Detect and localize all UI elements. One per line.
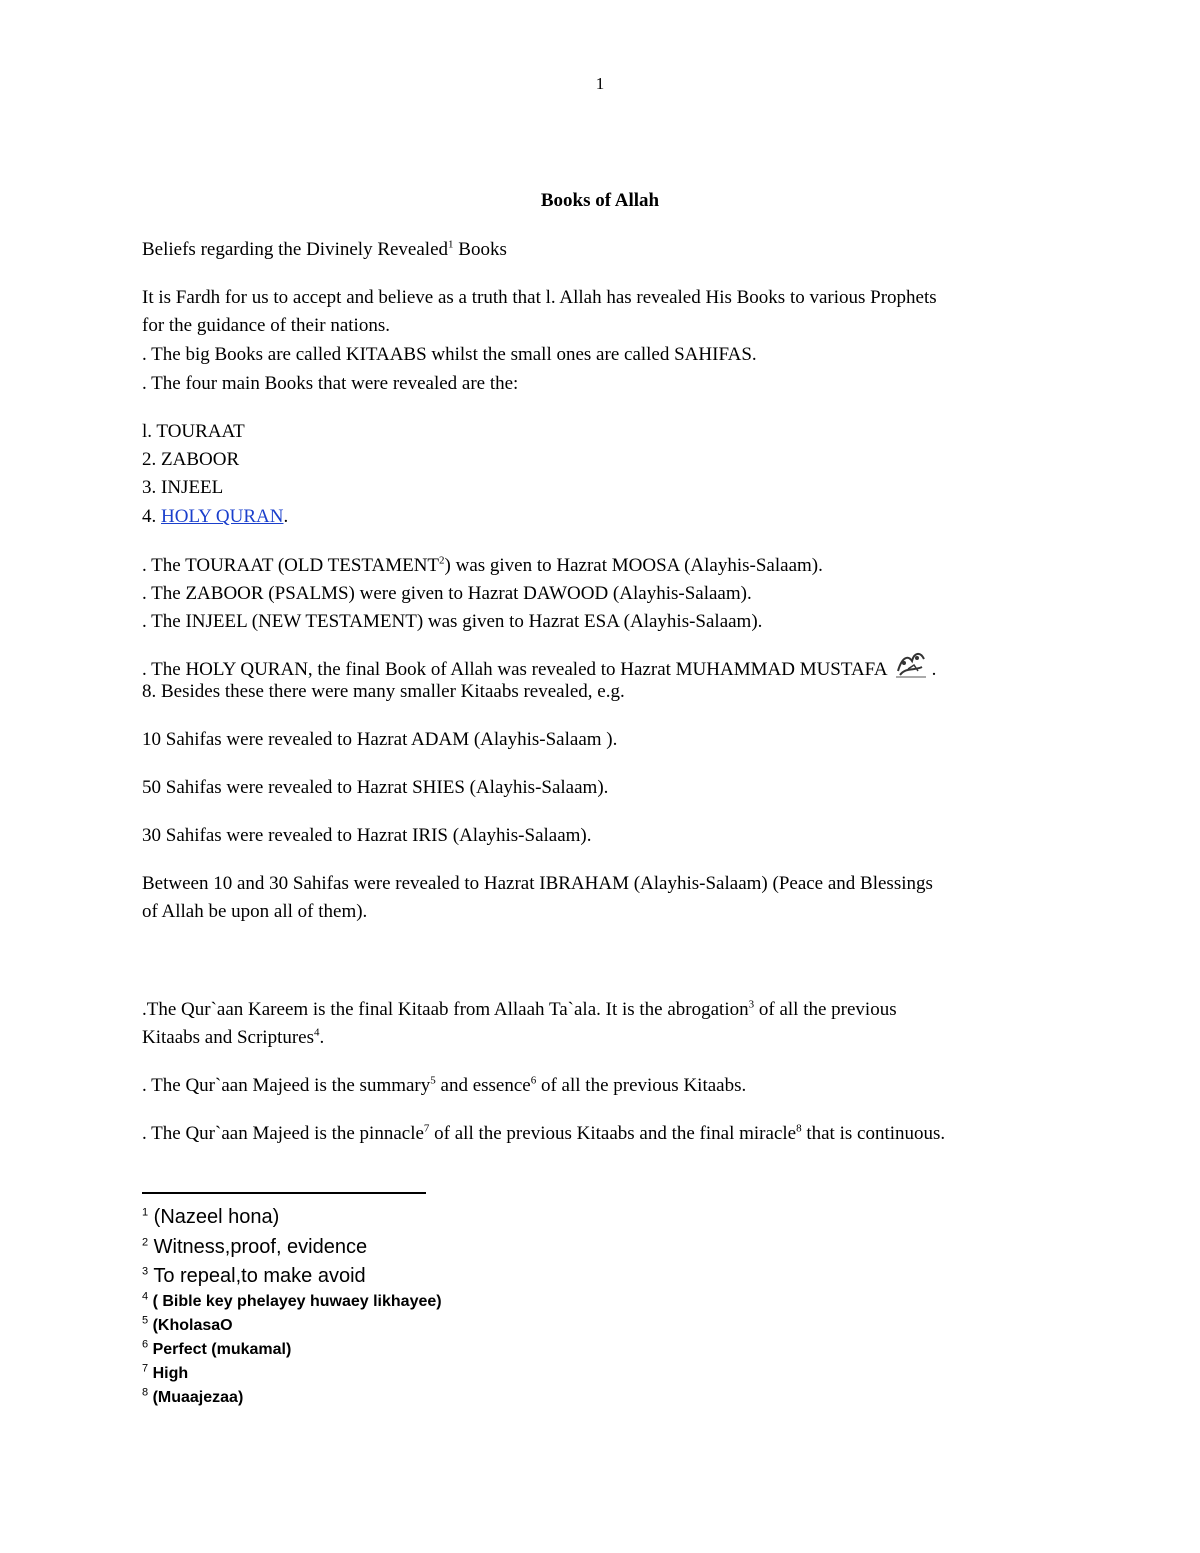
para1-line4: . The four main Books that were revealed are the: [142, 373, 519, 394]
footnote-7 [142, 1362, 189, 1383]
injeel-line: . The INJEEL (NEW TESTAMENT) was given to Hazrat ESA (Alayhis-Salaam). [142, 611, 763, 632]
footnote-number: 8 [142, 1386, 149, 1399]
footnote-6 [142, 1338, 292, 1359]
touraat-line [142, 552, 823, 580]
footnote-number: 2 [142, 1236, 149, 1249]
list-item-holy-quran [142, 503, 288, 531]
quran-summary-line [142, 1072, 746, 1100]
page-number: 1 [595, 74, 605, 93]
footnote-text: (Nazeel hona) [148, 1206, 280, 1228]
intro-text-end: Books [453, 239, 507, 260]
footnote-text: To repeal,to make avoid [148, 1265, 366, 1287]
footnote-ref-8[interactable]: 8 [796, 1122, 802, 1135]
footnote-separator [142, 1192, 426, 1194]
footnote-ref-3[interactable]: 3 [748, 998, 755, 1011]
intro-text: Beliefs regarding the Divinely Revealed [142, 239, 449, 260]
document-title: Books of Allah [540, 190, 660, 211]
list-item-touraat: l. TOURAAT [142, 421, 245, 442]
footnote-number: 3 [142, 1265, 149, 1278]
footnote-ref-4[interactable]: 4 [314, 1026, 320, 1039]
footnote-2 [142, 1236, 367, 1259]
list-item-prefix: 4. [142, 506, 161, 527]
summary-text-end: of all the previous Kitaabs. [536, 1075, 747, 1096]
sahifas-shies: 50 Sahifas were revealed to Hazrat SHIES (Alayhis-Salaam). [142, 777, 609, 798]
quran-final-line1 [142, 996, 897, 1024]
zaboor-line: . The ZABOOR (PSALMS) were given to Hazrat DAWOOD (Alayhis-Salaam). [142, 583, 752, 604]
footnote-number: 6 [142, 1338, 149, 1351]
footnote-5 [142, 1314, 233, 1335]
footnote-number: 5 [142, 1314, 149, 1327]
pbuh-calligraphy-icon [894, 649, 928, 679]
footnote-ref-2[interactable]: 2 [439, 554, 445, 567]
footnote-ref-1[interactable]: 1 [448, 238, 454, 251]
para1-line3: . The big Books are called KITAABS whilst the small ones are called SAHIFAS. [142, 344, 757, 365]
holy-quran-link[interactable]: HOLY QURAN [161, 506, 284, 527]
footnote-text: Perfect (mukamal) [148, 1341, 292, 1358]
footnote-3 [142, 1265, 366, 1288]
pinnacle-text-mid: of all the previous Kitaabs and the final miracle [429, 1123, 797, 1144]
footnote-text: (Muaajezaa) [148, 1389, 244, 1406]
intro-line [142, 236, 507, 264]
summary-text: . The Qur`aan Majeed is the summary [142, 1075, 431, 1096]
para1-line2: for the guidance of their nations. [142, 315, 390, 336]
besides-line: 8. Besides these there were many smaller Kitaabs revealed, e.g. [142, 681, 625, 702]
quran-final-line2-end: . [319, 1027, 325, 1048]
quran-text-end: . [931, 659, 937, 680]
sahifas-iris: 30 Sahifas were revealed to Hazrat IRIS (Alayhis-Salaam). [142, 825, 592, 846]
footnote-1 [142, 1206, 279, 1229]
sahifas-ibraham-line2: of Allah be upon all of them). [142, 901, 368, 922]
quran-final-line2 [142, 1024, 324, 1052]
footnote-text: High [148, 1365, 189, 1382]
list-item-suffix: . [283, 506, 289, 527]
quran-pinnacle-line [142, 1120, 945, 1148]
list-item-injeel: 3. INJEEL [142, 477, 224, 498]
para1-line1: It is Fardh for us to accept and believe as a truth that l. Allah has revealed His Books to various Prophets [142, 287, 937, 308]
footnote-ref-6[interactable]: 6 [530, 1074, 537, 1087]
pinnacle-text-end: that is continuous. [801, 1123, 946, 1144]
sahifas-adam: 10 Sahifas were revealed to Hazrat ADAM (Alayhis-Salaam ). [142, 729, 618, 750]
footnote-4 [142, 1290, 442, 1311]
footnote-text: ( Bible key phelayey huwaey likhayee) [148, 1293, 442, 1310]
footnote-8 [142, 1386, 244, 1407]
touraat-text-end: ) was given to Hazrat MOOSA (Alayhis-Salaam). [444, 555, 823, 576]
footnote-ref-7[interactable]: 7 [423, 1122, 430, 1135]
quran-text: . The HOLY QURAN, the final Book of Allah was revealed to Hazrat MUHAMMAD MUSTAFA [142, 659, 888, 680]
footnote-number: 1 [142, 1206, 149, 1219]
footnote-ref-5[interactable]: 5 [430, 1074, 436, 1087]
sahifas-ibraham-line1: Between 10 and 30 Sahifas were revealed to Hazrat IBRAHAM (Alayhis-Salaam) (Peace and Blessings [142, 873, 933, 894]
footnote-number: 4 [142, 1290, 149, 1303]
quran-final-line2-text: Kitaabs and Scriptures [142, 1027, 315, 1048]
summary-text-mid: and essence [435, 1075, 531, 1096]
quran-final-text-end: of all the previous [754, 999, 897, 1020]
touraat-text: . The TOURAAT (OLD TESTAMENT [142, 555, 440, 576]
list-item-zaboor: 2. ZABOOR [142, 449, 240, 470]
quran-final-text: .The Qur`aan Kareem is the final Kitaab from Allaah Ta`ala. It is the abrogation [142, 999, 749, 1020]
pinnacle-text: . The Qur`aan Majeed is the pinnacle [142, 1123, 424, 1144]
footnote-text: Witness,proof, evidence [148, 1236, 368, 1258]
footnote-number: 7 [142, 1362, 149, 1375]
footnote-text: (KholasaO [148, 1317, 233, 1334]
